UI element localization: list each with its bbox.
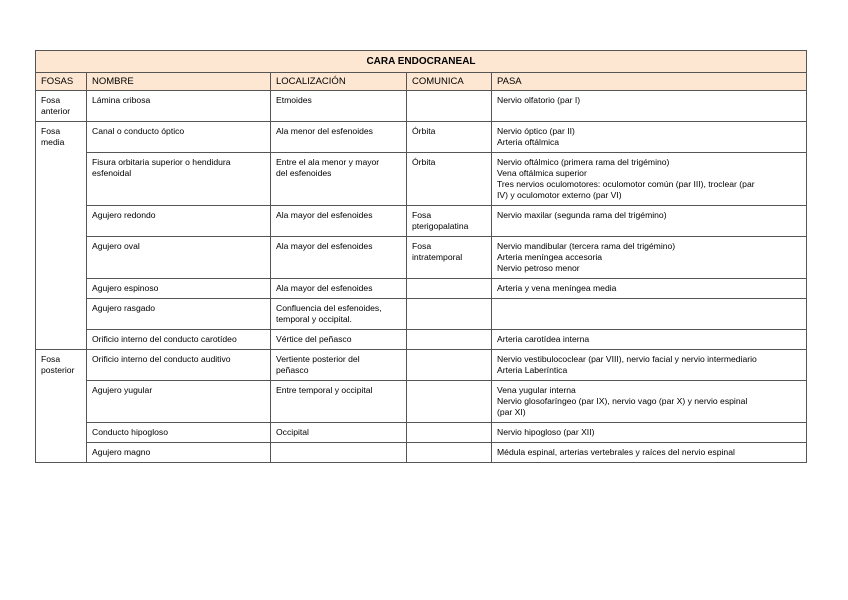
- nombre-cell: [87, 443, 271, 463]
- comunica-cell: [407, 330, 492, 350]
- localizacion-cell: [271, 206, 407, 237]
- nombre-cell: [87, 122, 271, 153]
- pasa-cell-line: Nervio oftálmico (primera rama del trigémino): [497, 157, 670, 167]
- nombre-cell-line: Conducto hipogloso: [92, 427, 168, 437]
- localizacion-cell: [271, 299, 407, 330]
- nombre-cell: [87, 153, 271, 206]
- pasa-cell: [492, 423, 807, 443]
- pasa-cell-line: Nervio mandibular (tercera rama del trigémino): [497, 241, 676, 251]
- localizacion-cell: [271, 91, 407, 122]
- table-row: [36, 381, 807, 423]
- pasa-cell-line: Tres nervios oculomotores: oculomotor común (par III), troclear (par: [497, 179, 755, 189]
- header-row: [36, 73, 807, 91]
- localizacion-cell: [271, 122, 407, 153]
- table-row: [36, 122, 807, 153]
- pasa-cell-line: Nervio vestibulococlear (par VIII), nervio facial y nervio intermediario: [497, 354, 757, 364]
- pasa-cell: [492, 330, 807, 350]
- localizacion-cell-line: Confluencia del esfenoides,: [276, 303, 382, 313]
- comunica-cell: [407, 122, 492, 153]
- table-row: [36, 330, 807, 350]
- pasa-cell-line: Arteria oftálmica: [497, 137, 560, 147]
- comunica-cell: [407, 423, 492, 443]
- pasa-cell: [492, 153, 807, 206]
- pasa-cell-line: IV) y oculomotor externo (par VI): [497, 190, 622, 200]
- localizacion-cell-line: peñasco: [276, 365, 309, 375]
- table-row: [36, 350, 807, 381]
- localizacion-cell-line: Occipital: [276, 427, 309, 437]
- pasa-cell-line: Vena oftálmica superior: [497, 168, 587, 178]
- pasa-cell-line: Arteria y vena meníngea media: [497, 283, 617, 293]
- comunica-cell-line: intratemporal: [412, 252, 463, 262]
- pasa-cell: [492, 91, 807, 122]
- localizacion-cell-line: Ala mayor del esfenoides: [276, 283, 373, 293]
- nombre-cell-line: Fisura orbitaria superior o hendidura: [92, 157, 231, 167]
- pasa-cell-line: Médula espinal, arterias vertebrales y raíces del nervio espinal: [497, 447, 735, 457]
- header-nombre: NOMBRE: [87, 73, 271, 91]
- localizacion-cell-line: temporal y occipital.: [276, 314, 352, 324]
- pasa-cell-line: Nervio glosofaríngeo (par IX), nervio vago (par X) y nervio espinal: [497, 396, 748, 406]
- pasa-cell-line: Nervio óptico (par II): [497, 126, 575, 136]
- localizacion-cell-line: Vertiente posterior del: [276, 354, 360, 364]
- table-row: [36, 206, 807, 237]
- comunica-cell-line: pterigopalatina: [412, 221, 469, 231]
- fosa-cell-line: Fosa: [41, 126, 61, 136]
- fosa-cell-line: Fosa: [41, 354, 61, 364]
- nombre-cell-line: Orificio interno del conducto auditivo: [92, 354, 231, 364]
- pasa-cell-line: Vena yugular interna: [497, 385, 576, 395]
- nombre-cell-line: esfenoidal: [92, 168, 132, 178]
- table-row: [36, 423, 807, 443]
- pasa-cell-line: Arteria carotídea interna: [497, 334, 590, 344]
- localizacion-cell: [271, 423, 407, 443]
- comunica-cell: [407, 206, 492, 237]
- anatomy-table: [35, 50, 807, 463]
- nombre-cell: [87, 91, 271, 122]
- pasa-cell-line: Nervio maxilar (segunda rama del trigémino): [497, 210, 667, 220]
- comunica-cell: [407, 443, 492, 463]
- nombre-cell-line: Canal o conducto óptico: [92, 126, 185, 136]
- nombre-cell: [87, 206, 271, 237]
- nombre-cell-line: Agujero oval: [92, 241, 140, 251]
- nombre-cell-line: Agujero espinoso: [92, 283, 159, 293]
- nombre-cell: [87, 237, 271, 279]
- nombre-cell-line: Agujero redondo: [92, 210, 156, 220]
- document-page: [35, 50, 806, 463]
- nombre-cell: [87, 299, 271, 330]
- table-row: [36, 153, 807, 206]
- comunica-cell: [407, 91, 492, 122]
- localizacion-cell-line: Entre temporal y occipital: [276, 385, 373, 395]
- localizacion-cell-line: Ala mayor del esfenoides: [276, 241, 373, 251]
- pasa-cell: [492, 299, 807, 330]
- comunica-cell-line: Órbita: [412, 157, 436, 167]
- header-localizacion: LOCALIZACIÓN: [271, 73, 407, 91]
- comunica-cell: [407, 279, 492, 299]
- fosa-cell: [36, 122, 87, 350]
- pasa-cell: [492, 237, 807, 279]
- nombre-cell-line: Orificio interno del conducto carotídeo: [92, 334, 237, 344]
- localizacion-cell-line: Vértice del peñasco: [276, 334, 352, 344]
- pasa-cell: [492, 350, 807, 381]
- header-pasa: PASA: [492, 73, 807, 91]
- nombre-cell-line: Lámina cribosa: [92, 95, 151, 105]
- fosa-cell-line: anterior: [41, 106, 71, 116]
- localizacion-cell: [271, 350, 407, 381]
- pasa-cell-line: Nervio petroso menor: [497, 263, 580, 273]
- pasa-cell-line: Arteria meníngea accesoria: [497, 252, 603, 262]
- localizacion-cell: [271, 381, 407, 423]
- localizacion-cell-line: del esfenoides: [276, 168, 332, 178]
- table-row: [36, 443, 807, 463]
- comunica-cell: [407, 299, 492, 330]
- table-row: [36, 237, 807, 279]
- comunica-cell-line: Fosa: [412, 210, 432, 220]
- comunica-cell: [407, 350, 492, 381]
- header-comunica: COMUNICA: [407, 73, 492, 91]
- localizacion-cell-line: Etmoides: [276, 95, 312, 105]
- comunica-cell-line: Órbita: [412, 126, 436, 136]
- pasa-cell: [492, 381, 807, 423]
- table-title: CARA ENDOCRANEAL: [36, 51, 807, 73]
- fosa-cell-line: posterior: [41, 365, 75, 375]
- comunica-cell: [407, 153, 492, 206]
- localizacion-cell: [271, 443, 407, 463]
- pasa-cell: [492, 279, 807, 299]
- localizacion-cell-line: Entre el ala menor y mayor: [276, 157, 380, 167]
- header-fosas: FOSAS: [36, 73, 87, 91]
- table-row: [36, 91, 807, 122]
- nombre-cell-line: Agujero yugular: [92, 385, 153, 395]
- nombre-cell: [87, 381, 271, 423]
- localizacion-cell-line: Ala menor del esfenoides: [276, 126, 373, 136]
- table-row: [36, 279, 807, 299]
- localizacion-cell: [271, 153, 407, 206]
- nombre-cell: [87, 279, 271, 299]
- nombre-cell: [87, 350, 271, 381]
- pasa-cell-line: Nervio olfatorio (par I): [497, 95, 581, 105]
- localizacion-cell: [271, 279, 407, 299]
- comunica-cell: [407, 237, 492, 279]
- localizacion-cell: [271, 330, 407, 350]
- fosa-cell-line: media: [41, 137, 65, 147]
- fosa-cell: [36, 350, 87, 463]
- pasa-cell-line: (par XI): [497, 407, 526, 417]
- pasa-cell: [492, 443, 807, 463]
- pasa-cell: [492, 122, 807, 153]
- pasa-cell-line: Nervio hipogloso (par XII): [497, 427, 595, 437]
- nombre-cell: [87, 330, 271, 350]
- table-row: [36, 299, 807, 330]
- nombre-cell-line: Agujero magno: [92, 447, 151, 457]
- fosa-cell: [36, 91, 87, 122]
- pasa-cell-line: Arteria Laberíntica: [497, 365, 568, 375]
- localizacion-cell: [271, 237, 407, 279]
- pasa-cell: [492, 206, 807, 237]
- comunica-cell-line: Fosa: [412, 241, 432, 251]
- nombre-cell: [87, 423, 271, 443]
- nombre-cell-line: Agujero rasgado: [92, 303, 156, 313]
- table-body: [36, 91, 807, 463]
- fosa-cell-line: Fosa: [41, 95, 61, 105]
- localizacion-cell-line: Ala mayor del esfenoides: [276, 210, 373, 220]
- comunica-cell: [407, 381, 492, 423]
